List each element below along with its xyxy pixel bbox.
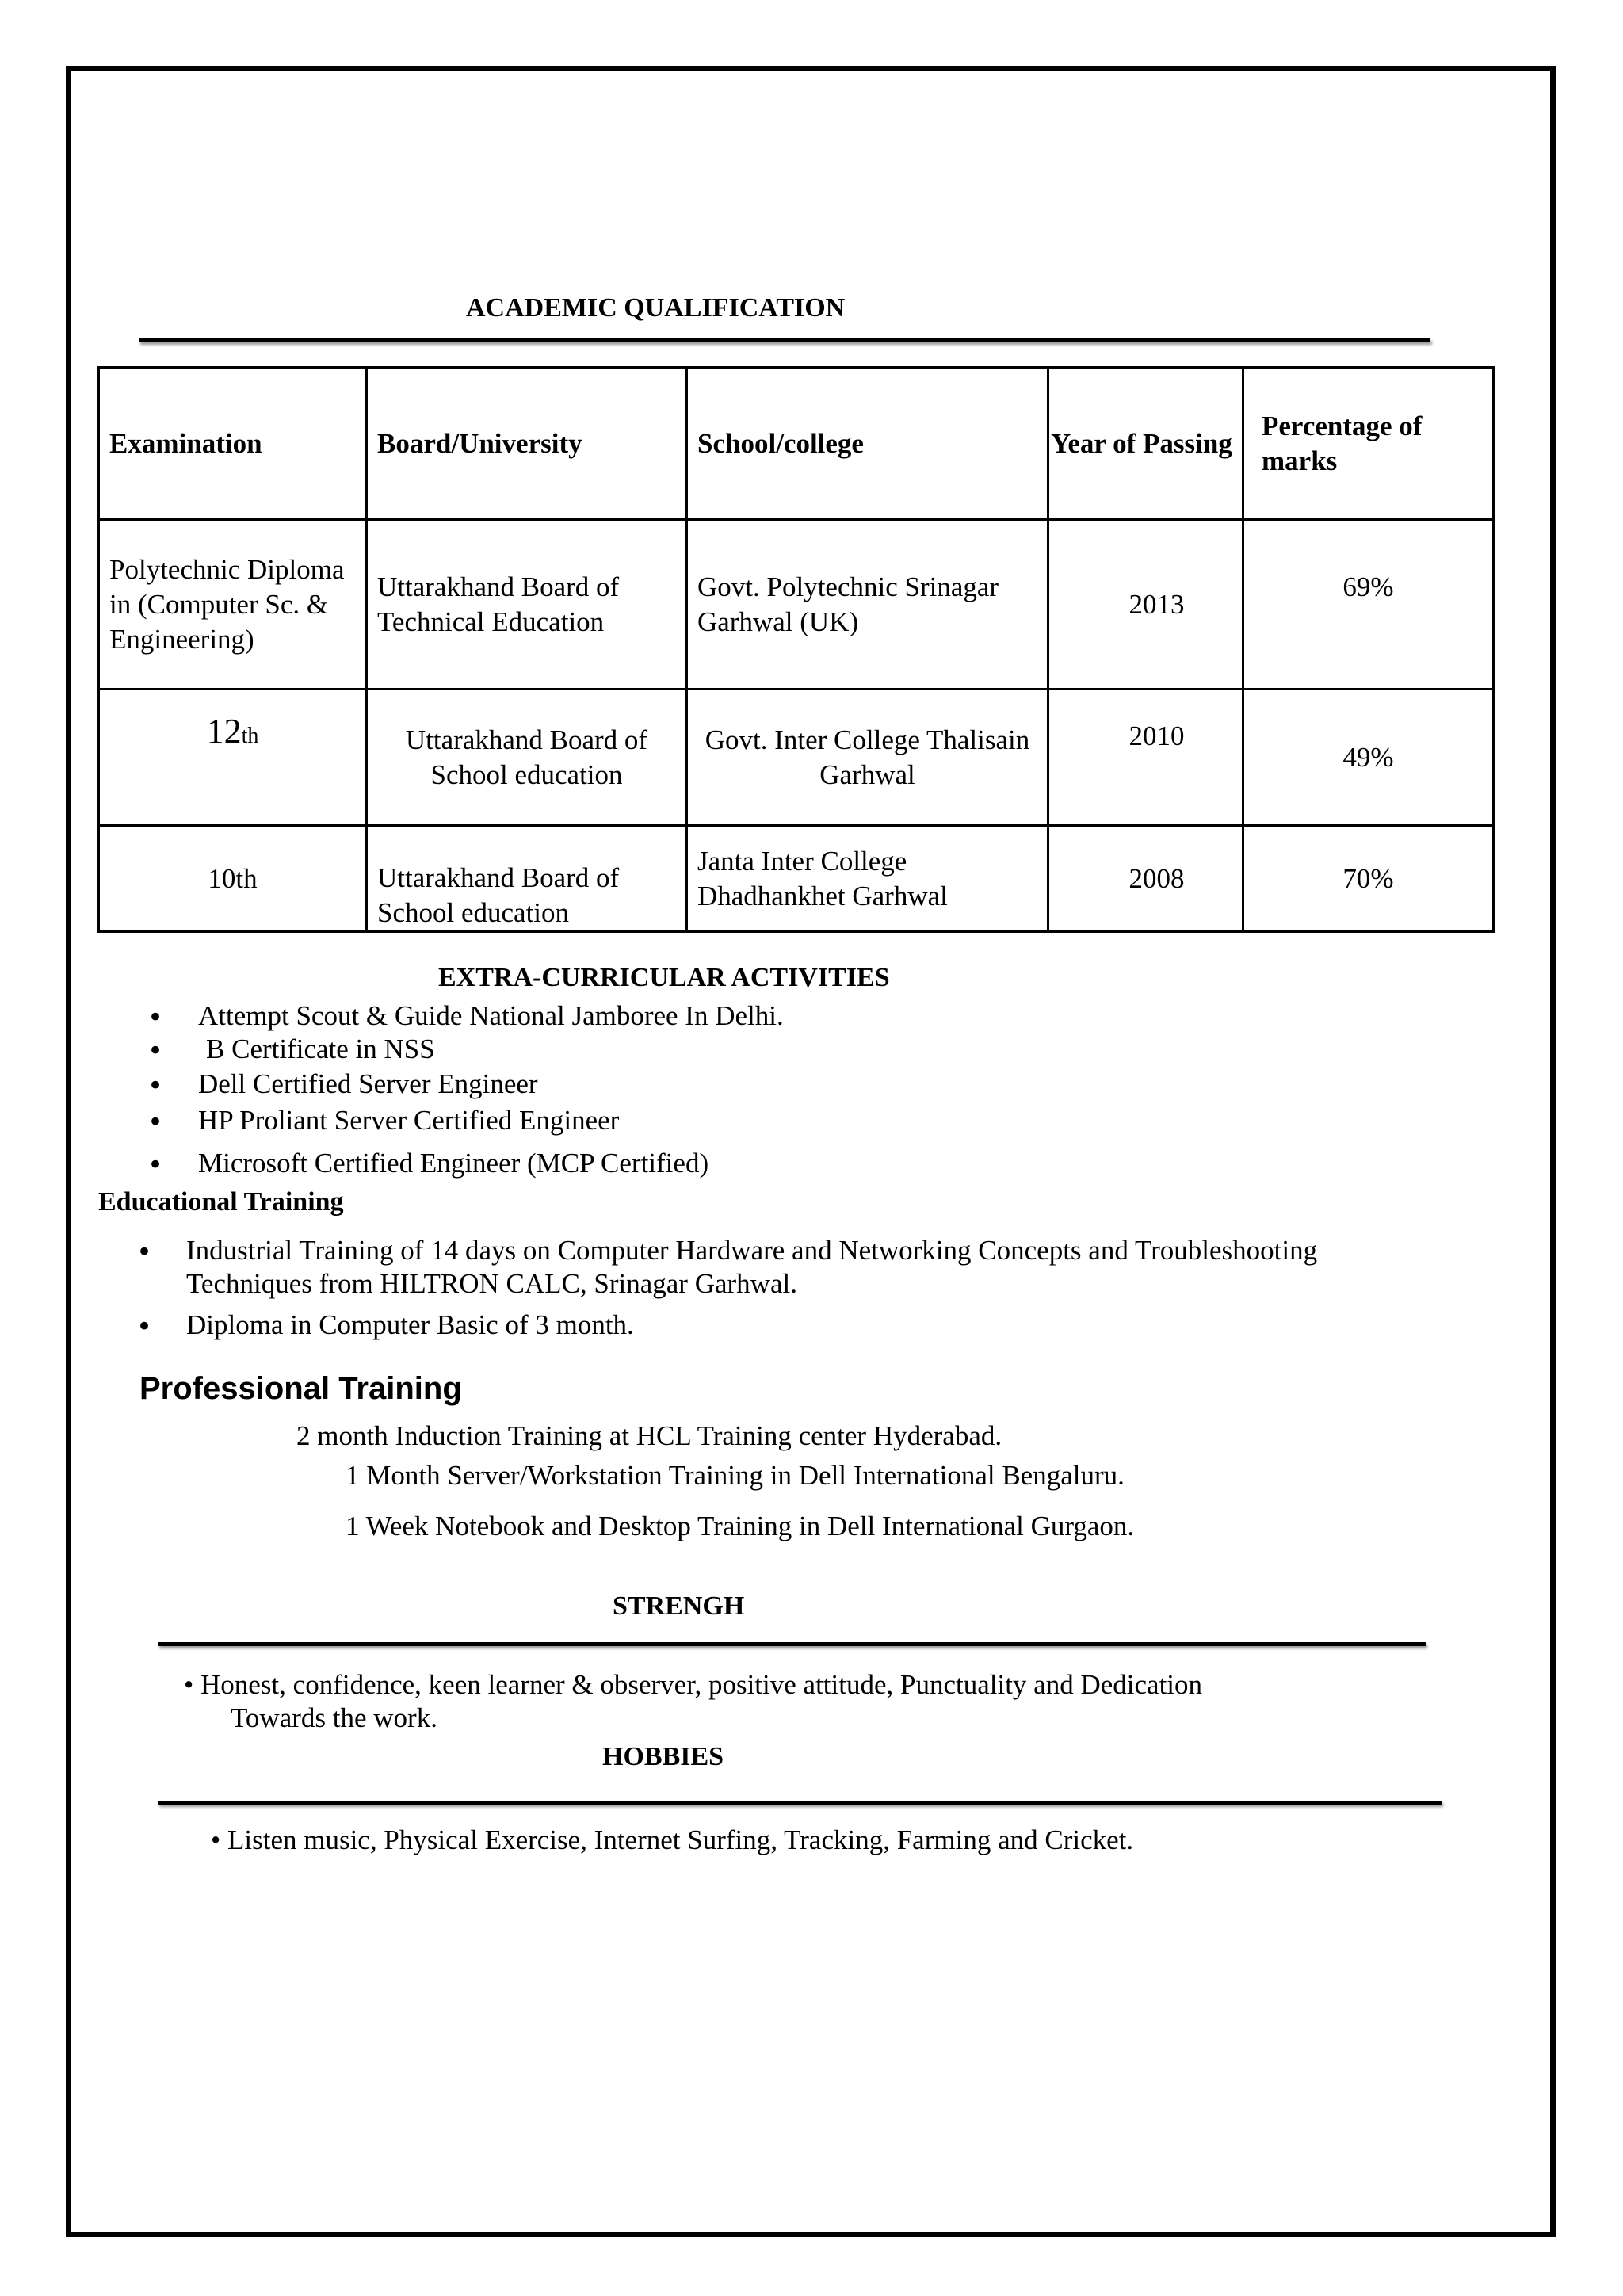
hobbies-heading-rule — [158, 1801, 1442, 1805]
list-item: Microsoft Certified Engineer (MCP Certified) — [198, 1148, 709, 1179]
strength-text: • Honest, confidence, keen learner & observer, positive attitude, Punctuality and Dedication — [184, 1669, 1203, 1700]
table-header-row — [99, 368, 1494, 520]
cell-percent: 70% — [1243, 826, 1494, 932]
table-row — [99, 520, 1494, 690]
cell-percent: 49% — [1243, 690, 1494, 826]
hobbies-text: • Listen music, Physical Exercise, Internet Surfing, Tracking, Farming and Cricket. — [211, 1824, 1134, 1855]
bullet-icon: • — [147, 1149, 164, 1181]
professional-training-heading: Professional Training — [139, 1371, 462, 1406]
header-school-college: School/college — [687, 368, 1048, 520]
cell-exam: Polytechnic Diploma in (Computer Sc. & Engineering) — [99, 520, 367, 690]
academic-qualification-heading: ACADEMIC QUALIFICATION — [466, 293, 846, 323]
educational-training-heading: Educational Training — [98, 1187, 344, 1217]
cell-year: 2010 — [1048, 690, 1243, 826]
table-row — [99, 826, 1494, 932]
training-item: 2 month Induction Training at HCL Training center Hyderabad. — [296, 1420, 1002, 1451]
training-item: 1 Week Notebook and Desktop Training in Dell International Gurgaon. — [346, 1511, 1135, 1541]
strength-text-continuation: Towards the work. — [231, 1702, 437, 1733]
bullet-icon: • — [136, 1311, 153, 1343]
bullet-icon: • — [147, 1106, 164, 1138]
bullet-icon: • — [147, 1070, 164, 1102]
exam-suffix: th — [241, 724, 259, 748]
cell-board: Uttarakhand Board of School education — [367, 690, 687, 826]
exam-number: 12 — [206, 712, 242, 751]
header-examination: Examination — [99, 368, 367, 520]
list-item-continuation: Techniques from HILTRON CALC, Srinagar Garhwal. — [186, 1268, 797, 1299]
list-item: HP Proliant Server Certified Engineer — [198, 1105, 620, 1136]
cell-exam — [99, 690, 367, 826]
list-item: Attempt Scout & Guide National Jamboree In Delhi. — [198, 1000, 784, 1031]
cell-school: Govt. Inter College Thalisain Garhwal — [687, 690, 1048, 826]
header-percentage: Percentage of marks — [1243, 368, 1494, 520]
strength-heading: STRENGH — [613, 1591, 745, 1621]
table-row — [99, 690, 1494, 826]
cell-school: Govt. Polytechnic Srinagar Garhwal (UK) — [687, 520, 1048, 690]
cell-year: 2013 — [1048, 520, 1243, 690]
academic-heading-rule — [139, 338, 1430, 342]
list-item: B Certificate in NSS — [206, 1033, 435, 1064]
cell-year: 2008 — [1048, 826, 1243, 932]
extra-curricular-heading: EXTRA-CURRICULAR ACTIVITIES — [438, 963, 890, 992]
bullet-icon: • — [136, 1236, 153, 1268]
header-board-university: Board/University — [367, 368, 687, 520]
bullet-icon: • — [147, 1002, 164, 1033]
list-item: Diploma in Computer Basic of 3 month. — [186, 1309, 634, 1340]
cell-board: Uttarakhand Board of Technical Education — [367, 520, 687, 690]
cell-board: Uttarakhand Board of School education — [367, 826, 687, 932]
training-item: 1 Month Server/Workstation Training in Dell International Bengaluru. — [346, 1460, 1125, 1491]
cell-school: Janta Inter College Dhadhankhet Garhwal — [687, 826, 1048, 932]
list-item: Dell Certified Server Engineer — [198, 1068, 538, 1099]
hobbies-heading: HOBBIES — [602, 1742, 724, 1771]
cell-percent: 69% — [1243, 520, 1494, 690]
cell-exam: 10th — [99, 826, 367, 932]
bullet-icon: • — [147, 1035, 164, 1067]
list-item: Industrial Training of 14 days on Computer Hardware and Networking Concepts and Troubleshooting — [186, 1235, 1318, 1266]
strength-heading-rule — [158, 1642, 1426, 1646]
header-year-of-passing: Year of Passing — [1048, 368, 1243, 520]
academic-qualification-table — [97, 366, 1495, 933]
